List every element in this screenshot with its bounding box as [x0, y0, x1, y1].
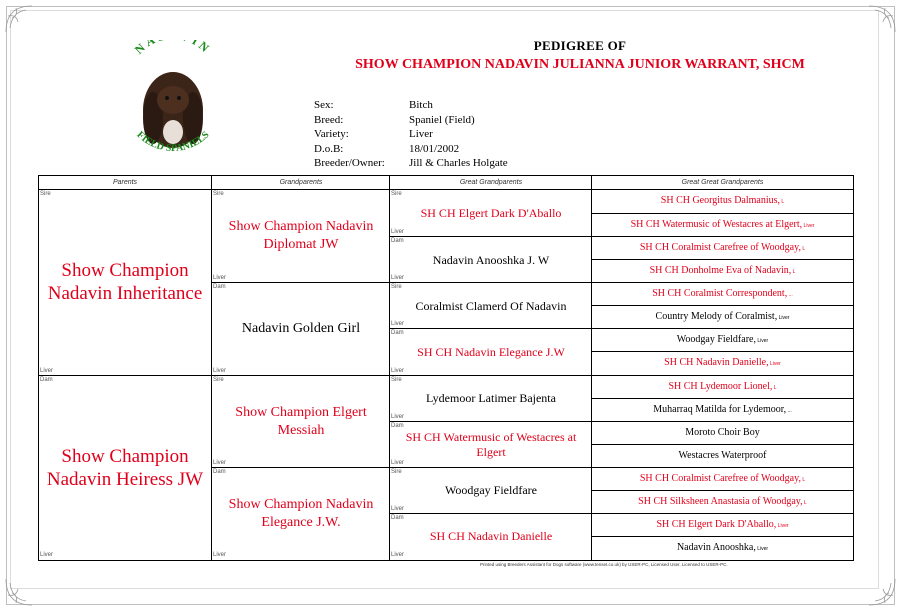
column-header-great-grandparents: Great Grandparents: [389, 176, 592, 190]
detail-row-breed: [314, 113, 508, 128]
colour-label: Liver: [391, 505, 405, 512]
parents-column: [39, 190, 211, 560]
great-great-grandparent-name: [594, 542, 851, 555]
dam-label: Dam: [40, 376, 53, 383]
great-great-grandparent-name: [594, 242, 851, 255]
great-great-grandparent-name: [594, 311, 851, 324]
great-grandparent-cell: [390, 282, 592, 328]
colour-label: Liver: [391, 552, 405, 558]
great-great-grandparent-name: [594, 334, 851, 347]
pedigree-table: [38, 175, 854, 561]
dam-label: Dam: [391, 238, 404, 245]
great-grandparent-cell: [390, 375, 592, 421]
grandparent-cell: [212, 467, 390, 559]
dog-name-title: SHOW CHAMPION NADAVIN JULIANNA JUNIOR WARRANT, SHCM: [355, 57, 805, 72]
colour-suffix: L: [800, 246, 806, 253]
dam-label: Dam: [213, 284, 226, 291]
great-grandparent-name: [392, 206, 590, 221]
colour-suffix: Liver: [776, 522, 789, 529]
great-grandparent-name: [392, 430, 590, 460]
title-block: [300, 38, 860, 73]
great-grandparent-cell: [390, 190, 592, 236]
corner-ornament-top-right: [857, 4, 897, 34]
detail-label: Variety:: [314, 128, 349, 141]
dog-name: Woodgay Fieldfare: [444, 483, 537, 498]
sire-label: Sire: [391, 191, 402, 197]
great-great-grandparent-cell: [592, 328, 853, 351]
colour-label: Liver: [391, 367, 405, 374]
great-grandparent-name: [392, 253, 590, 268]
detail-label: Breed:: [314, 113, 344, 126]
great-great-grandparent-name: [594, 473, 851, 486]
dog-name: Show Champion Nadavin Inheritance: [47, 260, 203, 305]
colour-label: Liver: [213, 275, 227, 282]
great-grandparent-name: [392, 391, 590, 406]
dog-name: SH CH Coralmist Correspondent,: [652, 288, 788, 300]
dog-name: SH CH Watermusic of Westacres at Elgert: [405, 429, 577, 459]
detail-label: Breeder/Owner:: [314, 157, 385, 170]
dog-name: Nadavin Anooshka,: [676, 541, 756, 553]
grandparent-cell: [212, 282, 390, 374]
parent-name: [41, 445, 209, 491]
colour-suffix: ...: [786, 407, 792, 414]
great-great-grandparent-name: [594, 357, 851, 370]
detail-row-breeder: [314, 156, 508, 171]
dog-name: SH CH Watermusic of Westacres at Elgert,: [630, 219, 803, 231]
colour-suffix: Liver: [755, 338, 769, 345]
great-great-grandparent-cell: [592, 536, 853, 559]
dog-name: Muharraq Matilda for Lydemoor,: [653, 403, 787, 415]
great-great-grandparent-name: [594, 288, 851, 301]
great-grandparents-column: [389, 190, 592, 560]
colour-label: Liver: [391, 413, 405, 420]
colour-label: Liver: [391, 275, 405, 282]
grandparent-name: [214, 320, 388, 338]
great-great-grandparent-name: [594, 381, 851, 394]
great-great-grandparent-cell: [592, 444, 853, 467]
dog-name: Country Melody of Coralmist,: [655, 311, 778, 323]
parent-name: [41, 259, 209, 305]
grandparents-column: [211, 190, 390, 560]
dog-name: Coralmist Clamerd Of Nadavin: [415, 298, 567, 313]
parent-cell: [39, 375, 211, 560]
great-great-grandparent-name: [594, 450, 851, 462]
dam-label: Dam: [391, 330, 404, 337]
dog-name: SH CH Nadavin Danielle: [429, 529, 553, 544]
dog-name: Moroto Choir Boy: [685, 427, 760, 439]
dog-name: SH CH Lydemoor Lionel,: [668, 380, 773, 392]
corner-ornament-bottom-left: [4, 577, 44, 607]
great-great-grandparent-name: [594, 195, 851, 208]
corner-ornament-top-left: [4, 4, 44, 34]
grandparent-name: [214, 218, 388, 254]
dog-name: SH CH Elgert Dark D'Aballo,: [656, 518, 777, 530]
great-great-grandparent-cell: [592, 236, 853, 259]
grandparent-name: [214, 496, 388, 532]
detail-row-sex: [314, 98, 508, 113]
dog-name: Show Champion Elgert Messiah: [235, 404, 367, 438]
dog-name: SH CH Donholme Eva of Nadavin,: [649, 265, 792, 277]
dog-name: Lydemoor Latimer Bajenta: [426, 391, 556, 406]
great-great-grandparent-name: [594, 496, 851, 509]
dog-name: SH CH Nadavin Elegance J.W: [417, 344, 565, 359]
page-title: PEDIGREE OF: [533, 38, 627, 53]
colour-suffix: L: [802, 499, 807, 506]
detail-value: Bitch: [409, 99, 433, 111]
great-great-grandparent-name: [594, 519, 851, 532]
great-great-grandparent-name: [594, 265, 851, 278]
detail-row-dob: [314, 142, 508, 157]
colour-label: Liver: [213, 367, 227, 374]
detail-value: Jill & Charles Holgate: [409, 157, 508, 170]
great-grandparent-cell: [390, 513, 592, 559]
great-great-grandparent-cell: [592, 305, 853, 328]
column-header-parents: Parents: [39, 176, 211, 190]
detail-label: Sex:: [314, 99, 334, 111]
colour-suffix: L: [791, 269, 796, 276]
colour-suffix: L: [800, 476, 806, 483]
corner-ornament-bottom-right: [857, 577, 897, 607]
great-great-grandparents-column: [591, 190, 853, 560]
detail-label: D.o.B:: [314, 142, 344, 155]
svg-text:NADAVIN: [132, 40, 214, 57]
sire-label: Sire: [40, 191, 51, 197]
great-great-grandparent-cell: [592, 351, 853, 374]
logo-text-top: NA IN: [131, 40, 215, 57]
dog-name: Nadavin Anooshka J. W: [432, 252, 550, 267]
detail-value: Spaniel (Field): [409, 113, 475, 126]
dog-name: Show Champion Nadavin Elegance J.W.: [228, 496, 374, 530]
great-great-grandparent-cell: [592, 421, 853, 444]
colour-suffix: Liver: [802, 223, 815, 230]
kennel-logo: [118, 40, 228, 170]
great-great-grandparent-cell: [592, 490, 853, 513]
dam-label: Dam: [391, 514, 404, 521]
colour-suffix: Liver: [755, 545, 769, 552]
sire-label: Sire: [391, 468, 402, 475]
dog-name: Nadavin Golden Girl: [241, 321, 361, 337]
colour-label: Liver: [213, 459, 227, 466]
column-header-great-great-grandparents: Great Great Grandparents: [591, 176, 853, 190]
dam-label: Dam: [213, 468, 226, 475]
colour-label: Liver: [40, 367, 54, 374]
colour-label: Liver: [213, 552, 227, 558]
dog-name: SH CH Nadavin Danielle,: [664, 357, 769, 369]
dog-name: Woodgay Fieldfare,: [676, 334, 756, 346]
dog-name: Show Champion Nadavin Heiress JW: [46, 445, 204, 490]
sire-label: Sire: [391, 284, 402, 291]
great-grandparent-name: [392, 529, 590, 544]
parent-cell: [39, 190, 211, 375]
colour-suffix: ...: [787, 292, 793, 299]
great-great-grandparent-cell: [592, 467, 853, 490]
dog-name: SH CH Coralmist Carefree of Woodgay,: [639, 472, 801, 484]
great-great-grandparent-name: [594, 219, 851, 232]
colour-label: Liver: [391, 459, 405, 466]
dog-name: SH CH Elgert Dark D'Aballo: [420, 205, 562, 220]
great-grandparent-cell: [390, 467, 592, 513]
detail-value: Liver: [409, 128, 433, 141]
great-grandparent-cell: [390, 328, 592, 374]
dog-name: SH CH Coralmist Carefree of Woodgay,: [639, 242, 801, 254]
colour-suffix: Liver: [777, 315, 790, 322]
great-great-grandparent-name: [594, 404, 851, 417]
colour-suffix: L: [780, 199, 785, 206]
dog-details: [314, 98, 508, 171]
detail-row-variety: [314, 127, 508, 142]
dam-label: Dam: [391, 422, 404, 429]
great-great-grandparent-cell: [592, 190, 853, 213]
dog-name: SH CH Silksheen Anastasia of Woodgay,: [638, 495, 803, 507]
footer-credit: Printed using Breeders Assistant for Dogs software (www.tenset.co.uk) by USER-PC, Licensed User, Licensed to USER-PC.: [480, 562, 728, 567]
colour-suffix: Liver: [768, 361, 781, 368]
great-grandparent-name: [392, 299, 590, 314]
great-great-grandparent-cell: [592, 213, 853, 236]
great-great-grandparent-cell: [592, 513, 853, 536]
colour-label: Liver: [391, 229, 405, 236]
great-great-grandparent-cell: [592, 375, 853, 398]
sire-label: Sire: [391, 376, 402, 383]
column-header-grandparents: Grandparents: [211, 176, 390, 190]
logo-text-bottom: FIELD SPANIELS: [134, 129, 212, 154]
colour-label: Liver: [40, 552, 54, 558]
colour-suffix: L: [772, 384, 777, 391]
great-great-grandparent-name: [594, 427, 851, 439]
great-grandparent-name: [392, 483, 590, 498]
sire-label: Sire: [213, 191, 224, 197]
great-grandparent-cell: [390, 421, 592, 467]
great-grandparent-name: [392, 345, 590, 360]
great-grandparent-cell: [390, 236, 592, 282]
detail-value: 18/01/2002: [409, 142, 460, 155]
grandparent-cell: [212, 375, 390, 467]
sire-label: Sire: [213, 376, 224, 383]
colour-label: Liver: [391, 321, 405, 328]
dog-name: SH CH Georgitus Dalmanius,: [660, 195, 781, 207]
grandparent-name: [214, 404, 388, 440]
great-great-grandparent-cell: [592, 282, 853, 305]
great-great-grandparent-cell: [592, 398, 853, 421]
dog-name: Show Champion Nadavin Diplomat JW: [228, 219, 374, 253]
dog-name: Westacres Waterproof: [678, 450, 767, 462]
great-great-grandparent-cell: [592, 259, 853, 282]
grandparent-cell: [212, 190, 390, 282]
